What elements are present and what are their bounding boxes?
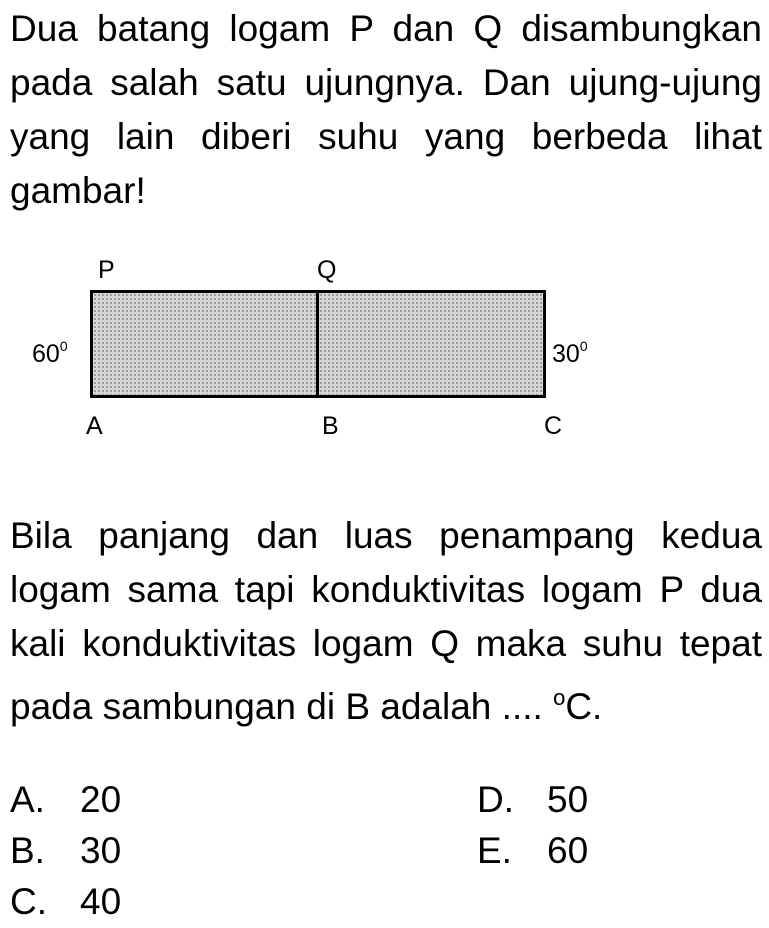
option-c[interactable]: C. 40 [10,881,122,922]
point-b: B [322,412,339,440]
left-temperature: $60^0$ [32,338,68,368]
question-intro: Dua batang logam P dan Q disambungkan pada salah satu ujungnya. Dan ujung-ujung yang lain diberi suhu yang berbeda lihat gambar! [10,8,762,211]
metal-bars-diagram [0,240,769,470]
label-p: P [98,256,115,284]
option-b[interactable]: B. 30 [10,830,122,871]
option-d[interactable]: D. 50 [477,779,589,820]
metal-bar-q [316,290,546,398]
label-q: Q [317,256,337,284]
point-c: C [544,412,563,440]
metal-bar-p [90,290,319,398]
question-body: Bila panjang dan luas penampang kedua logam sama tapi konduktivitas logam P dua kali konduktivitas logam Q maka suhu tepat pada sambungan di B adalah .... $^o$C. [10,515,762,727]
point-a: A [86,412,103,440]
option-a[interactable]: A. 20 [10,779,122,820]
option-e[interactable]: E. 60 [477,830,589,871]
right-temperature: $30^0$ [552,338,588,368]
